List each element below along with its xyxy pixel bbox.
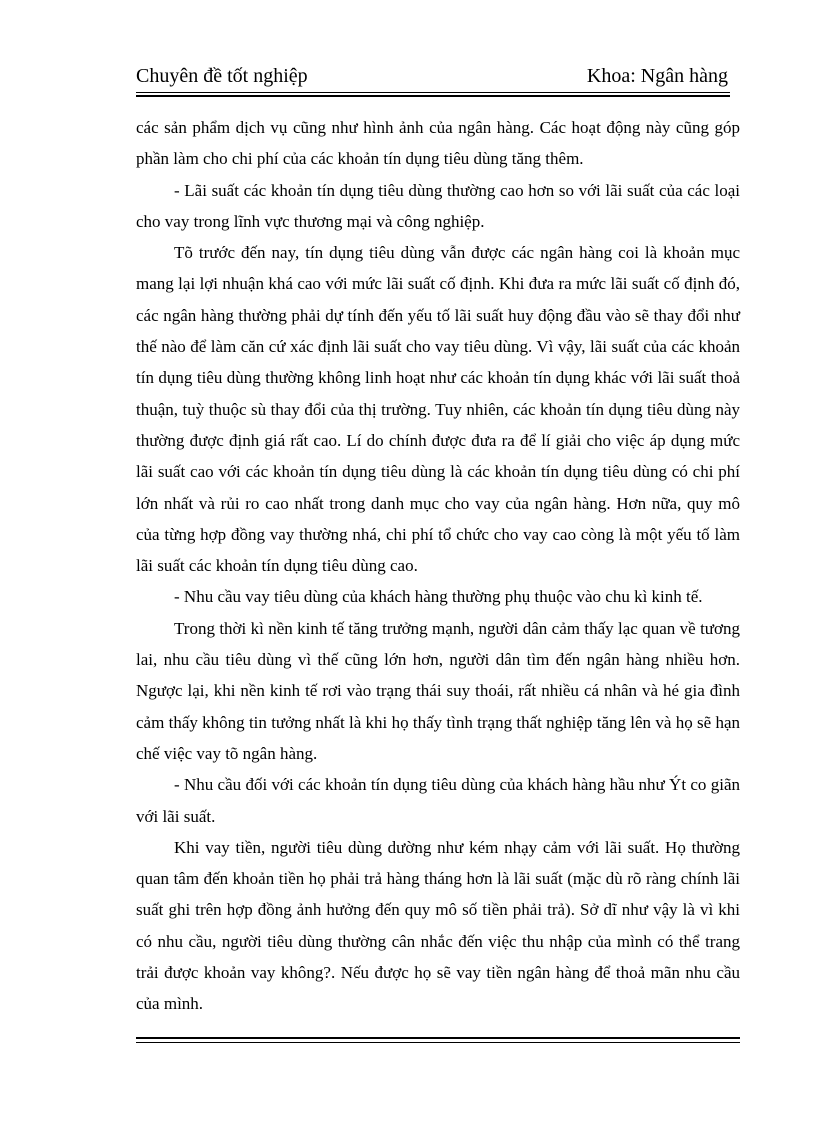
header-department: Khoa: Ngân hàng <box>586 65 728 87</box>
page-header <box>136 62 728 90</box>
paragraph: - Nhu cầu vay tiêu dùng của khách hàng thường phụ thuộc vào chu kì kinh tế. <box>174 587 703 607</box>
paragraph: các sản phẩm dịch vụ cũng như hình ảnh của ngân hàng. Các hoạt động này cũng góp phần làm cho chi phí của các khoản tín dụng tiêu dùng tăng thêm. <box>136 118 740 169</box>
paragraph: - Lãi suất các khoản tín dụng tiêu dùng thường cao hơn so với lãi suất của các loại cho vay trong lĩnh vực thương mại và công nghiệp. <box>136 180 740 231</box>
paragraph: - Nhu cầu đối với các khoản tín dụng tiêu dùng của khách hàng hầu như Ýt co giãn với lãi suất. <box>136 775 740 826</box>
footer-rule-line <box>136 1042 740 1043</box>
body-text <box>136 112 740 1020</box>
footer-rule <box>136 1037 740 1046</box>
paragraph: Trong thời kì nền kinh tế tăng trưởng mạnh, người dân cảm thấy lạc quan về tương lai, nhu cầu tiêu dùng vì thế cũng lớn hơn, người dân tìm đến ngân hàng nhiều hơn. Ngược lại, khi nền kinh tế rơi vào trạng thái suy thoái, rất nhiều cá nhân và hé gia đình cảm thấy không tin tưởng nhất là khi họ thấy tình trạng thất nghiệp tăng lên và họ sẽ hạn chế việc vay tõ ngân hàng. <box>136 618 740 763</box>
header-rule-bottom <box>136 95 730 97</box>
header-rule-top <box>136 92 730 93</box>
footer-rule-line <box>136 1037 740 1039</box>
paragraph: Tõ trước đến nay, tín dụng tiêu dùng vẫn được các ngân hàng coi là khoản mục mang lại lợi nhuận khá cao với mức lãi suất cố định. Khi đưa ra mức lãi suất cố định đó, các ngân hàng thường phải dự tính đến yếu tố lãi suất huy động đầu vào sẽ thay đổi như thế nào để làm căn cứ xác định lãi suất cho vay tiêu dùng. Vì vậy, lãi suất của các khoản tín dụng tiêu dùng thường không linh hoạt như các khoản tín dụng khác với lãi suất thoả thuận, tuỳ thuộc sù thay đổi của thị trường. Tuy nhiên, các khoản tín dụng tiêu dùng này thường được định giá rất cao. Lí do chính được đưa ra để lí giải cho việc áp dụng mức lãi suất cao với các khoản tín dụng tiêu dùng là các khoản tín dụng tiêu dùng có chi phí lớn nhất và rủi ro cao nhất trong danh mục cho vay của ngân hàng. Hơn nữa, quy mô của từng hợp đồng vay thường nhá, chi phí tổ chức cho vay cao còng là một yếu tố làm lãi suất các khoản tín dụng tiêu dùng cao. <box>136 243 740 576</box>
header-title: Chuyên đề tốt nghiệp <box>136 65 308 87</box>
paragraph: Khi vay tiền, người tiêu dùng dường như kém nhạy cảm với lãi suất. Họ thường quan tâm đến khoản tiền họ phải trả hàng tháng hơn là lãi suất (mặc dù rõ ràng chính lãi suất ghi trên hợp đồng ảnh hưởng đến quy mô số tiền phải trả). Sở dĩ như vậy là vì khi có nhu cầu, người tiêu dùng thường cân nhắc đến việc thu nhập của mình có thể trang trải được khoản vay không?. Nếu được họ sẽ vay tiền ngân hàng để thoả mãn nhu cầu của mình. <box>136 837 740 1014</box>
